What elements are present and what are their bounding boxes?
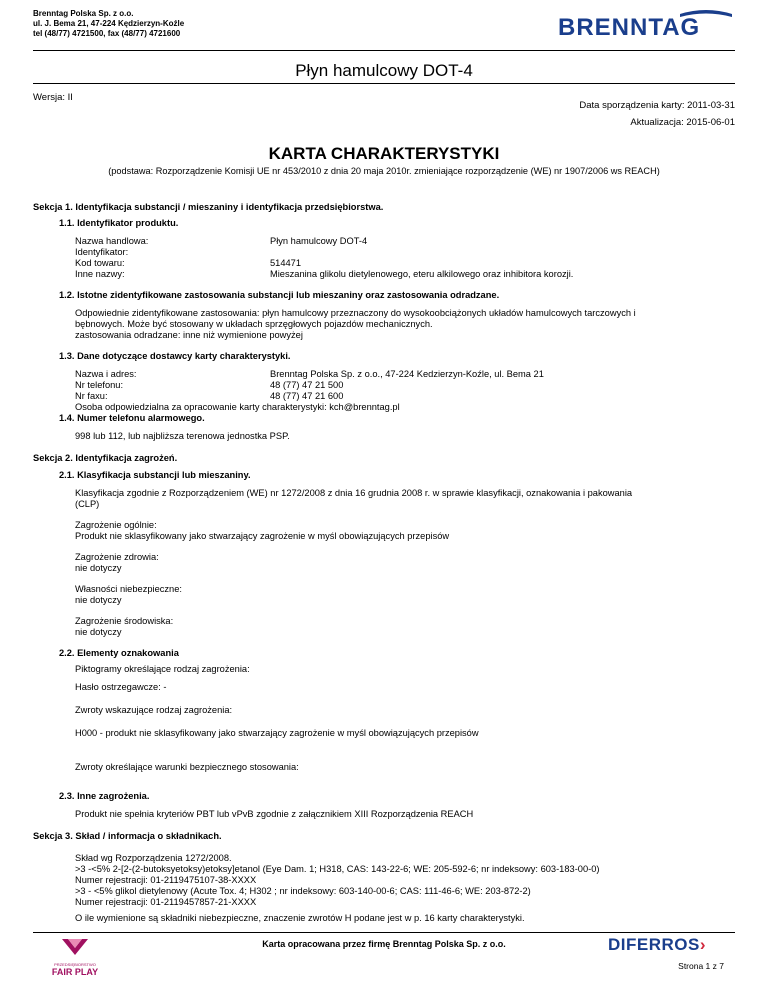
company-name: Brenntag Polska Sp. z o.o.: [33, 9, 134, 18]
fair-play-text: FAIR PLAY: [51, 967, 99, 977]
dangerous-properties-value: nie dotyczy: [75, 595, 122, 605]
signal-word: Hasło ostrzegawcze: -: [75, 682, 167, 692]
subsection-1-2-heading: 1.2. Istotne zidentyfikowane zastosowania substancji lub mieszaniny oraz zastosowania odradzane.: [59, 290, 500, 300]
value-phone: 48 (77) 47 21 500: [270, 380, 344, 390]
brenntag-logo-text: BRENNTAG: [558, 14, 701, 41]
emergency-number: 998 lub 112, lub najbliższa terenowa jednostka PSP.: [75, 431, 290, 441]
uses-line-1: Odpowiednie zidentyfikowane zastosowania: płyn hamulcowy przeznaczony do wysokoobciążonych układów hamulcowych tarczowych i: [75, 308, 636, 318]
health-hazard-value: nie dotyczy: [75, 563, 122, 573]
diferros-logo-text: DIFERROS: [608, 935, 700, 954]
page-number: Strona 1 z 7: [678, 961, 724, 971]
health-hazard-label: Zagrożenie zdrowia:: [75, 552, 159, 562]
diferros-logo: [608, 935, 706, 955]
subsection-2-3-heading: 2.3. Inne zagrożenia.: [59, 791, 150, 801]
section-1-heading: Sekcja 1. Identyfikacja substancji / mieszaniny i identyfikacja przedsiębiorstwa.: [33, 202, 384, 212]
document-basis: (podstawa: Rozporządzenie Komisji UE nr 453/2010 z dnia 20 maja 2010r. zmieniające rozporządzenie (WE) nr 1907/2006 ws REACH): [108, 166, 660, 176]
value-other-names: Mieszanina glikolu dietylenowego, eteru alkilowego oraz inhibitora korozji.: [270, 269, 574, 279]
label-identifier: Identyfikator:: [75, 247, 129, 257]
subsection-1-1-heading: 1.1. Identyfikator produktu.: [59, 218, 179, 228]
section-3-heading: Sekcja 3. Skład / informacja o składnikach.: [33, 831, 222, 841]
h-phrases-label: Zwroty wskazujące rodzaj zagrożenia:: [75, 705, 233, 715]
classification-line-1: Klasyfikacja zgodnie z Rozporządzeniem (WE) nr 1272/2008 z dnia 16 grudnia 2008 r. w sprawie klasyfikacji, oznakowania i pakowania: [75, 488, 633, 498]
general-hazard-value: Produkt nie sklasyfikowany jako stwarzający zagrożenie w myśl obowiązujących przepisów: [75, 531, 450, 541]
value-trade-name: Płyn hamulcowy DOT-4: [270, 236, 368, 246]
uses-line-3: zastosowania odradzane: inne niż wymienione powyżej: [75, 330, 303, 340]
label-address: Nazwa i adres:: [75, 369, 137, 379]
document-title: KARTA CHARAKTERYSTYKI: [268, 144, 500, 163]
uses-line-2: bębnowych. Może być stosowany w układach sprzęgłowych pojazdów mechanicznych.: [75, 319, 433, 329]
classification-line-2: (CLP): [75, 499, 100, 509]
section-2-heading: Sekcja 2. Identyfikacja zagrożeń.: [33, 453, 178, 463]
environment-hazard-value: nie dotyczy: [75, 627, 122, 637]
value-address: Brenntag Polska Sp. z o.o., 47-224 Kedzierzyn-Koźle, ul. Bema 21: [270, 369, 544, 379]
composition-line-2: >3 -<5% 2-[2-(2-butoksyetoksy)etoksy]etanol (Eye Dam. 1; H318, CAS: 143-22-6; WE: 205-592-6; nr indeksowy: 603-183-00-0): [75, 864, 600, 874]
composition-line-5: Numer rejestracji: 01-2119457857-21-XXXX: [75, 897, 257, 907]
company-address: [33, 9, 184, 39]
title-divider: [33, 83, 735, 84]
company-street: ul. J. Bema 21, 47-224 Kędzierzyn-Koźle: [33, 19, 185, 28]
fair-play-small-text: PRZEDSIĘBIORSTWO: [54, 962, 96, 967]
brenntag-logo: [556, 8, 736, 47]
footer-divider: [33, 932, 735, 933]
other-hazards: Produkt nie spełnia kryteriów PBT lub vPvB zgodnie z załącznikiem XIII Rozporządzenia REACH: [75, 809, 474, 819]
dates: [579, 97, 735, 131]
subsection-1-3-heading: 1.3. Dane dotyczące dostawcy karty charakterystyki.: [59, 351, 291, 361]
label-trade-name: Nazwa handlowa:: [75, 236, 149, 246]
label-fax: Nr faxu:: [75, 391, 108, 401]
responsible-person: Osoba odpowiedzialna za opracowanie karty charakterystyki: kch@brenntag.pl: [75, 402, 400, 412]
composition-note: O ile wymienione są składniki niebezpieczne, znaczenie zwrotów H podane jest w p. 16 karty charakterystyki.: [75, 913, 525, 923]
prepared-by: Karta opracowana przez firmę Brenntag Polska Sp. z o.o.: [262, 939, 506, 949]
diferros-chevron-icon: ›: [699, 935, 707, 954]
product-title: Płyn hamulcowy DOT-4: [295, 61, 473, 80]
value-product-code: 514471: [270, 258, 302, 268]
subsection-2-2-heading: 2.2. Elementy oznakowania: [59, 648, 179, 658]
label-phone: Nr telefonu:: [75, 380, 124, 390]
header-divider: [33, 50, 735, 51]
environment-hazard-label: Zagrożenie środowiska:: [75, 616, 174, 626]
general-hazard-label: Zagrożenie ogólnie:: [75, 520, 157, 530]
pictograms-label: Piktogramy określające rodzaj zagrożenia:: [75, 664, 250, 674]
dangerous-properties-label: Własności niebezpieczne:: [75, 584, 182, 594]
composition-line-3: Numer rejestracji: 01-2119475107-38-XXXX: [75, 875, 257, 885]
h-phrase: H000 - produkt nie sklasyfikowany jako stwarzający zagrożenie w myśl obowiązujących przepisów: [75, 728, 479, 738]
label-other-names: Inne nazwy:: [75, 269, 125, 279]
value-fax: 48 (77) 47 21 600: [270, 391, 344, 401]
p-phrases-label: Zwroty określające warunki bezpiecznego stosowania:: [75, 762, 299, 772]
date-updated: Aktualizacja: 2015-06-01: [630, 117, 735, 128]
label-product-code: Kod towaru:: [75, 258, 125, 268]
subsection-1-4-heading: 1.4. Numer telefonu alarmowego.: [59, 413, 205, 423]
composition-line-4: >3 - <5% glikol dietylenowy (Acute Tox. 4; H302 ; nr indeksowy: 603-140-00-6; CAS: 111-46-6; WE: 203-872-2): [75, 886, 531, 896]
composition-line-1: Skład wg Rozporządzenia 1272/2008.: [75, 853, 232, 863]
version: Wersja: II: [33, 92, 73, 103]
subsection-2-1-heading: 2.1. Klasyfikacja substancji lub mieszaniny.: [59, 470, 251, 480]
company-phone: tel (48/77) 4721500, fax (48/77) 4721600: [33, 29, 181, 38]
date-created: Data sporządzenia karty: 2011-03-31: [579, 100, 735, 111]
